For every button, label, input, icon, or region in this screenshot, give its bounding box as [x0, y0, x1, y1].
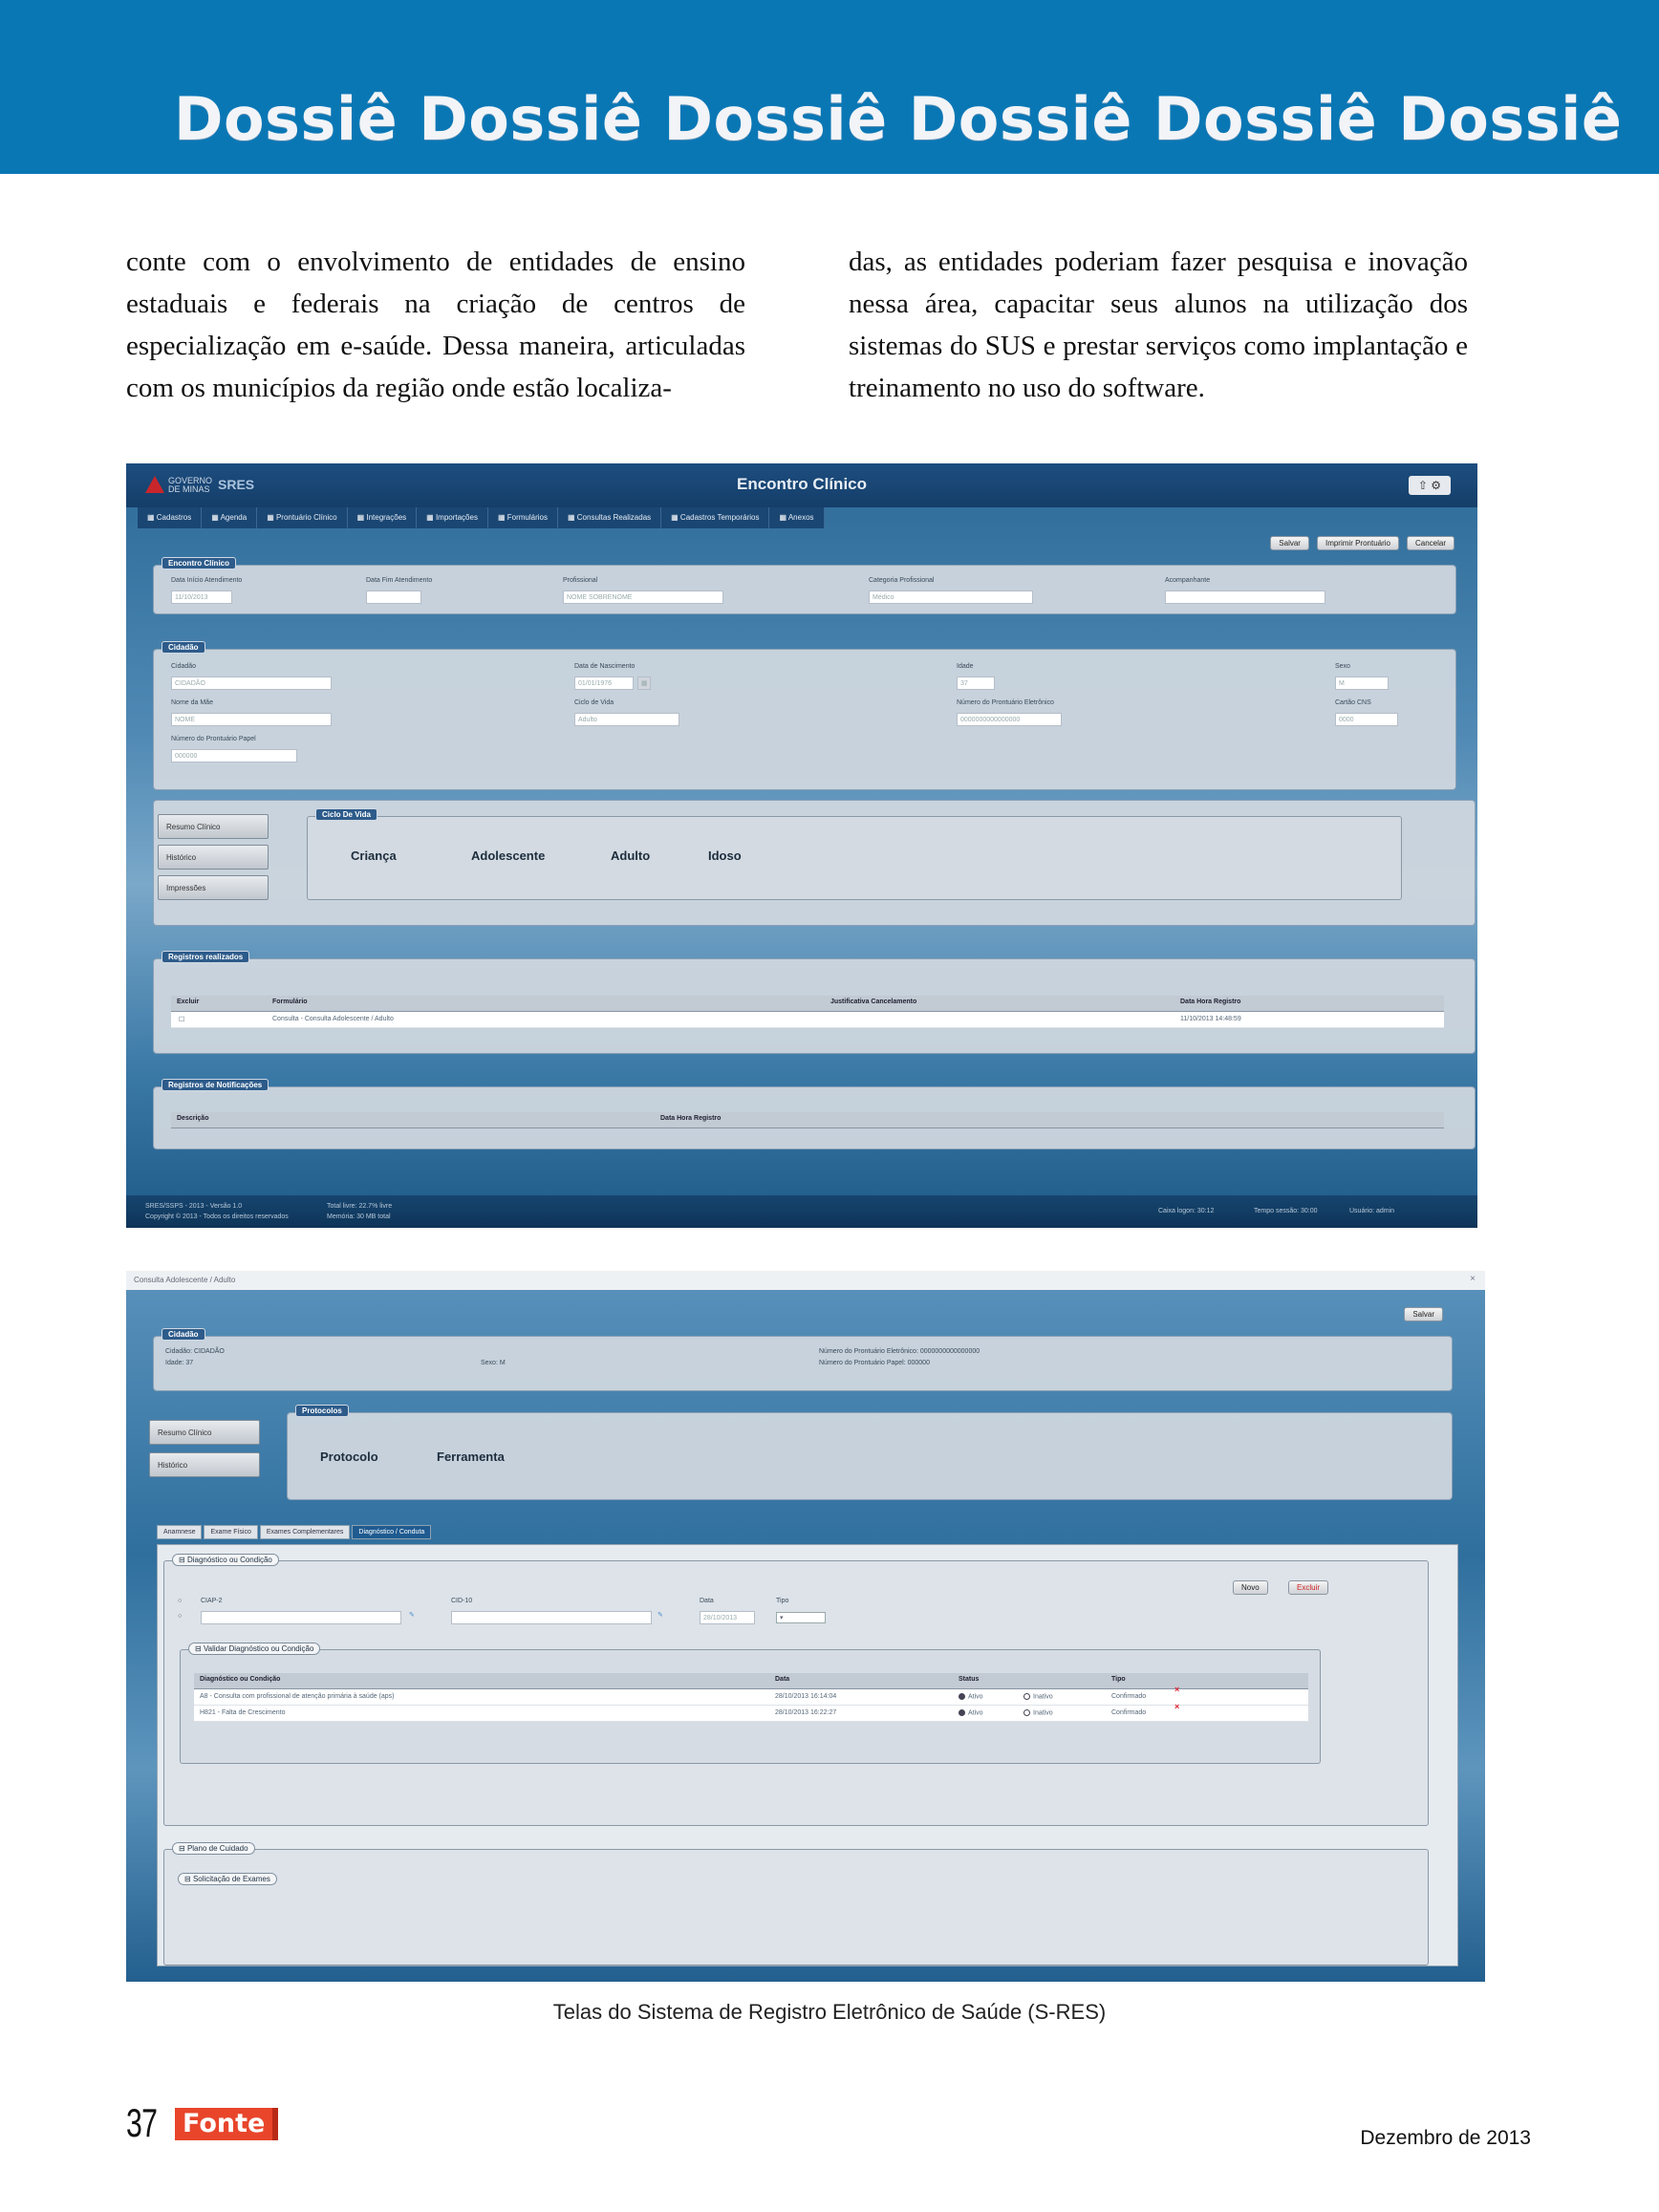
pront-elet-info: Número do Prontuário Eletrônico: 0000000000000000: [819, 1348, 980, 1355]
page-number: 37: [126, 2100, 158, 2145]
status-ativo-text: Ativo: [968, 1693, 983, 1701]
cidadao-panel-2: [153, 1330, 1453, 1391]
body-text-left: conte com o envolvimento de entidades de ensino estaduais e federais na criação de centros de especialização em e-saúde. Dessa maneira, articuladas com os municípios da região onde estão localiza-: [126, 247, 745, 403]
categoria-field[interactable]: Médico: [869, 591, 1033, 604]
col-tipo[interactable]: Tipo: [1111, 1676, 1126, 1683]
radio-icon: [959, 1693, 965, 1700]
status-version: SRES/SSPS - 2013 - Versão 1.0: [145, 1203, 243, 1210]
status-inativo-text: Inativo: [1033, 1693, 1053, 1701]
app-title: Encontro Clínico: [737, 475, 867, 493]
main-menu: [138, 507, 825, 528]
status-copyright: Copyright © 2013 - Todos os direitos reservados: [145, 1213, 289, 1220]
validar-legend-text: Validar Diagnóstico ou Condição: [203, 1644, 314, 1653]
calendar-icon[interactable]: ▦: [637, 676, 651, 690]
status-memory: Memória: 30 MB total: [327, 1213, 391, 1220]
ciclo-legend: Ciclo De Vida: [315, 808, 377, 821]
pront-elet-field[interactable]: 0000000000000000: [957, 713, 1062, 726]
nascimento-field[interactable]: 01/01/1976: [574, 676, 634, 690]
cidadao-panel: [153, 643, 1456, 790]
cidadao-field[interactable]: CIDADÃO: [171, 676, 332, 690]
save-button[interactable]: Salvar: [1270, 536, 1309, 550]
breadcrumb: Consulta Adolescente / Adulto: [134, 1276, 236, 1284]
diagnostico-legend: ⊟ Diagnóstico ou Condição: [172, 1554, 279, 1566]
notificacoes-header: [171, 1112, 1444, 1128]
app-titlebar: [126, 463, 1477, 507]
app-logo: SRES: [218, 477, 255, 492]
nascimento-label: Data de Nascimento: [574, 663, 636, 670]
diagnostico-group: [163, 1556, 1429, 1826]
acompanhante-label: Acompanhante: [1165, 577, 1211, 584]
row-formulario: Consulta - Consulta Adolescente / Adulto: [272, 1016, 394, 1022]
tipo-select-row[interactable]: Confirmado: [1111, 1709, 1147, 1716]
menu-agenda[interactable]: ▦ Agenda: [202, 507, 257, 528]
acompanhante-field[interactable]: [1165, 591, 1325, 604]
radio-icon[interactable]: ○: [178, 1598, 183, 1604]
sexo-info: Sexo: M: [481, 1360, 506, 1366]
logo-text: GOVERNO DE MINAS: [168, 476, 213, 494]
historico-button-2[interactable]: Histórico: [149, 1452, 260, 1477]
impressoes-button[interactable]: Impressões: [158, 875, 269, 900]
screenshot-encontro-clinico: [126, 463, 1477, 1228]
col-status[interactable]: Status: [959, 1676, 980, 1683]
menu-anexos[interactable]: ▦ Anexos: [769, 507, 824, 528]
tab-anamnese[interactable]: Anamnese: [157, 1525, 202, 1539]
toolbar: [1270, 536, 1454, 550]
ciclo-option-adulto[interactable]: Adulto: [611, 848, 651, 863]
mae-label: Nome da Mãe: [171, 699, 213, 706]
remove-icon[interactable]: ×: [1174, 1702, 1180, 1711]
row-data: 28/10/2013 16:14:04: [775, 1693, 837, 1700]
pront-elet-label: Número do Prontuário Eletrônico: [957, 699, 1054, 706]
search-icon[interactable]: ✎: [409, 1612, 415, 1619]
tab-diagnostico-conduta[interactable]: Diagnóstico / Conduta: [352, 1525, 431, 1539]
ciclo-option-crianca[interactable]: Criança: [351, 848, 397, 863]
magazine-brand: Fonte: [175, 2108, 278, 2140]
plano-legend-text: Plano de Cuidado: [186, 1844, 248, 1853]
notificacoes-legend: Registros de Notificações: [162, 1079, 269, 1091]
menu-consultas[interactable]: ▦ Consultas Realizadas: [558, 507, 661, 528]
resumo-clinico-button[interactable]: Resumo Clínico: [158, 814, 269, 839]
col-justificativa[interactable]: Justificativa Cancelamento: [830, 999, 917, 1005]
col-data[interactable]: Data: [775, 1676, 790, 1683]
cidadao-legend: Cidadão: [162, 641, 205, 654]
col-data-hora-notif[interactable]: Data Hora Registro: [660, 1115, 722, 1122]
encontro-legend: Encontro Clínico: [162, 557, 236, 569]
close-icon[interactable]: ×: [1470, 1274, 1476, 1284]
sexo-label: Sexo: [1335, 663, 1350, 670]
cns-label: Cartão CNS: [1335, 699, 1371, 706]
status-inativo-radio[interactable]: [1023, 1693, 1053, 1700]
mae-field[interactable]: NOME: [171, 713, 332, 726]
status-inativo-radio[interactable]: [1023, 1709, 1053, 1716]
profissional-field[interactable]: NOME SOBRENOME: [563, 591, 723, 604]
tipo-select-row[interactable]: Confirmado: [1111, 1693, 1147, 1700]
save-button-2[interactable]: Salvar: [1404, 1307, 1443, 1321]
status-logon: Caixa logon: 30:12: [1158, 1208, 1215, 1214]
status-session: Tempo sessão: 30:00: [1254, 1208, 1318, 1214]
plano-group: [163, 1844, 1429, 1965]
historico-button[interactable]: Histórico: [158, 845, 269, 870]
status-disk: Total livre: 22.7% livre: [327, 1203, 393, 1210]
data-inicio-field[interactable]: 11/10/2013: [171, 591, 232, 604]
cancel-button[interactable]: Cancelar: [1407, 536, 1454, 550]
protocolos-legend: Protocolos: [295, 1405, 349, 1417]
idade-info: Idade: 37: [165, 1360, 194, 1366]
menu-prontuario[interactable]: ▦ Prontuário Clínico: [257, 507, 347, 528]
notificacoes-panel: [153, 1081, 1476, 1149]
ciclo-label: Ciclo de Vida: [574, 699, 614, 706]
data-inicio-label: Data Início Atendimento: [171, 577, 243, 584]
data-input[interactable]: 28/10/2013: [700, 1611, 755, 1624]
data-fim-label: Data Fim Atendimento: [366, 577, 433, 584]
menu-importacoes[interactable]: ▦ Importações: [417, 507, 488, 528]
col-data-hora[interactable]: Data Hora Registro: [1180, 999, 1241, 1005]
screenshot-consulta: [126, 1271, 1485, 1982]
ciclo-field[interactable]: Adulto: [574, 713, 679, 726]
status-inativo-text: Inativo: [1033, 1709, 1053, 1717]
registros-panel: [153, 953, 1476, 1054]
validar-group: [180, 1644, 1321, 1764]
status-ativo-radio[interactable]: [959, 1709, 983, 1716]
resumo-clinico-button-2[interactable]: Resumo Clínico: [149, 1420, 260, 1445]
protocolo-option[interactable]: Protocolo: [320, 1450, 378, 1464]
registros-legend: Registros realizados: [162, 951, 249, 963]
tipo-label: Tipo: [776, 1598, 789, 1604]
data-label: Data: [700, 1598, 714, 1604]
cid-input[interactable]: [451, 1611, 652, 1624]
tab-exames-complementares[interactable]: Exames Complementares: [260, 1525, 351, 1539]
diagnostico-tab-content: [157, 1544, 1458, 1966]
menu-cadastros-temp[interactable]: ▦ Cadastros Temporários: [661, 507, 769, 528]
ciap-label: CIAP-2: [201, 1598, 223, 1604]
ciclo-option-adolescente[interactable]: Adolescente: [471, 848, 546, 863]
validar-legend: ⊟ Validar Diagnóstico ou Condição: [188, 1643, 320, 1655]
window-controls[interactable]: ⇧ ⚙: [1409, 476, 1451, 495]
excluir-button[interactable]: Excluir: [1288, 1580, 1328, 1595]
body-text-right: das, as entidades poderiam fazer pesquisa e inovação nessa área, capacitar seus alunos na utilização dos sistemas do SUS e prestar serviços como implantação e treinamento no uso do software.: [849, 247, 1468, 403]
col-descricao[interactable]: Descrição: [177, 1115, 209, 1122]
table-row[interactable]: [171, 1012, 1444, 1028]
row-data: 28/10/2013 16:22:27: [775, 1709, 837, 1716]
col-formulario[interactable]: Formulário: [272, 999, 308, 1005]
menu-formularios[interactable]: ▦ Formulários: [488, 507, 558, 528]
status-bar: [126, 1195, 1477, 1228]
novo-button[interactable]: Novo: [1233, 1580, 1268, 1595]
radio-icon[interactable]: ○: [178, 1613, 183, 1620]
encontro-panel: [153, 559, 1456, 614]
ciclo-area: [153, 800, 1476, 926]
consulta-tabs: [157, 1525, 431, 1539]
profissional-label: Profissional: [563, 577, 598, 584]
col-diagnostico[interactable]: Diagnóstico ou Condição: [200, 1676, 281, 1683]
row-data-hora: 11/10/2013 14:48:59: [1180, 1016, 1241, 1022]
ferramenta-option[interactable]: Ferramenta: [437, 1450, 505, 1464]
col-excluir: Excluir: [177, 999, 200, 1005]
menu-integracoes[interactable]: ▦ Integrações: [348, 507, 418, 528]
row-diagnostico: A8 - Consulta com profissional de atenção primária à saúde (aps): [200, 1693, 395, 1700]
categoria-label: Categoria Profissional: [869, 577, 935, 584]
tab-exame-fisico[interactable]: Exame Físico: [204, 1525, 257, 1539]
status-user: Usuário: admin: [1349, 1208, 1395, 1214]
registros-header: [171, 996, 1444, 1012]
cns-field[interactable]: 0000: [1335, 713, 1398, 726]
remove-icon[interactable]: ×: [1174, 1685, 1180, 1694]
cidadao-label: Cidadão: [171, 663, 197, 670]
pront-papel-info: Número do Prontuário Papel: 000000: [819, 1360, 930, 1366]
diagnostico-legend-text: Diagnóstico ou Condição: [186, 1556, 272, 1564]
radio-icon: [1023, 1709, 1030, 1716]
search-icon[interactable]: ✎: [657, 1612, 663, 1619]
solicitacao-legend: ⊟ Solicitação de Exames: [178, 1873, 277, 1885]
menu-cadastros[interactable]: ▦ Cadastros: [138, 507, 202, 528]
print-button[interactable]: Imprimir Prontuário: [1317, 536, 1399, 550]
section-title: Dossiê Dossiê Dossiê Dossiê Dossiê Dossiê: [174, 84, 1623, 154]
issue-date: Dezembro de 2013: [1360, 2127, 1531, 2149]
table-row[interactable]: [194, 1689, 1308, 1706]
sexo-field[interactable]: M: [1335, 676, 1389, 690]
solicitacao-legend-text: Solicitação de Exames: [192, 1875, 270, 1883]
breadcrumb-bar: [126, 1271, 1485, 1290]
cidadao-legend-2: Cidadão: [162, 1328, 205, 1341]
table-row[interactable]: [194, 1706, 1308, 1722]
ciclo-option-idoso[interactable]: Idoso: [708, 848, 742, 863]
radio-icon: [959, 1709, 965, 1716]
protocolos-panel: [287, 1407, 1453, 1500]
pront-papel-field[interactable]: 000000: [171, 749, 297, 762]
idade-field[interactable]: 37: [957, 676, 995, 690]
ciap-input[interactable]: [201, 1611, 401, 1624]
figure-caption: Telas do Sistema de Registro Eletrônico de Saúde (S-RES): [552, 2000, 1107, 2024]
pront-papel-label: Número do Prontuário Papel: [171, 736, 256, 742]
cid-label: CID-10: [451, 1598, 473, 1604]
cidadao-info: Cidadão: CIDADÃO: [165, 1348, 225, 1355]
plano-legend: ⊟ Plano de Cuidado: [172, 1842, 255, 1855]
checkbox-icon[interactable]: ☐: [179, 1017, 185, 1023]
idade-label: Idade: [957, 663, 974, 670]
row-diagnostico: H821 - Falta de Crescimento: [200, 1709, 286, 1716]
radio-icon: [1023, 1693, 1030, 1700]
status-ativo-text: Ativo: [968, 1709, 983, 1717]
validar-header: [194, 1673, 1308, 1689]
tipo-select[interactable]: ▾: [776, 1612, 826, 1623]
data-fim-field[interactable]: [366, 591, 421, 604]
status-ativo-radio[interactable]: [959, 1693, 983, 1700]
